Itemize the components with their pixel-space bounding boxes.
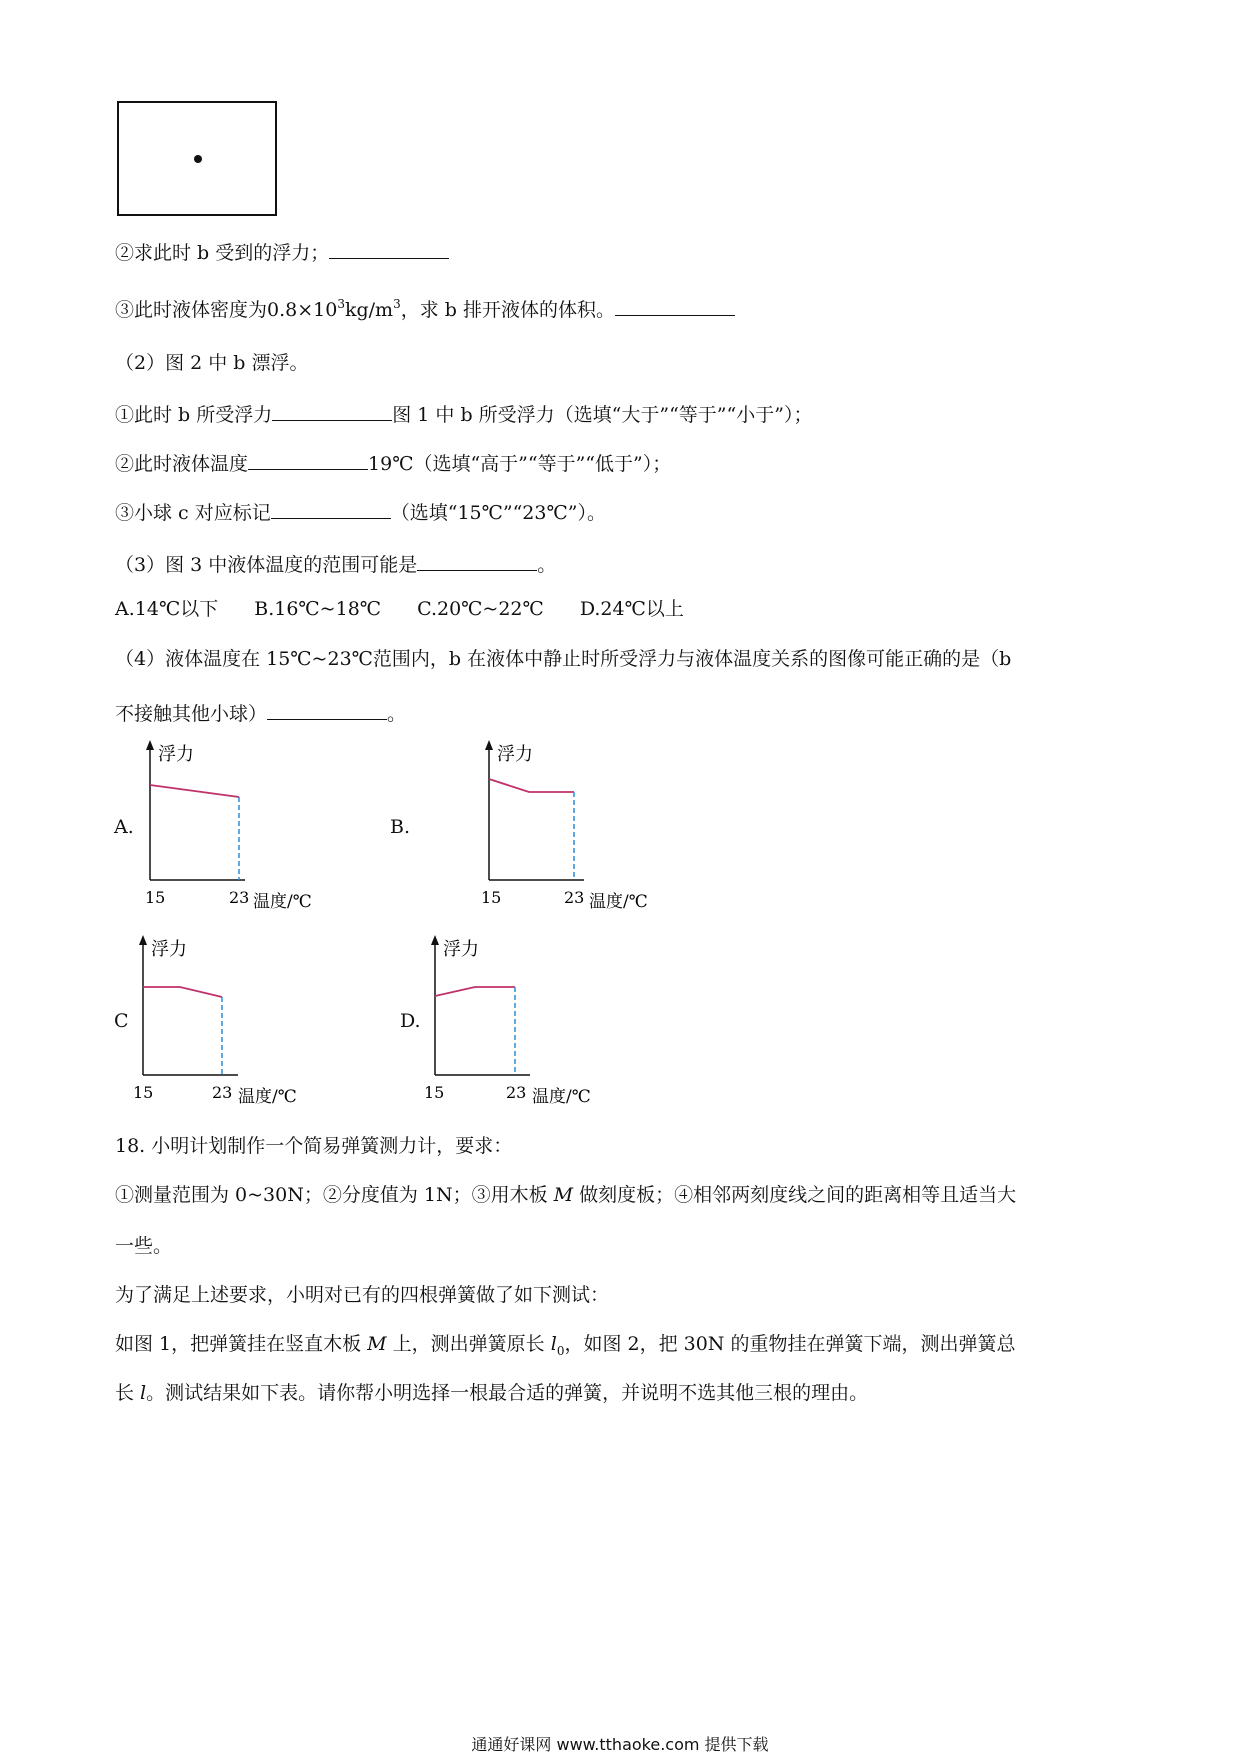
footer: 通通好课网 www.tthaoke.com 提供下载 [471, 1735, 769, 1754]
curve [150, 785, 239, 797]
q18-line-3: 一些。 [115, 1235, 173, 1257]
figure-box [117, 101, 277, 216]
option-a: A.14℃以下 [115, 598, 219, 620]
part-2-2: ②此时液体温度 19℃（选填“高于”“等于”“低于”）； [115, 447, 671, 477]
question-2: ②求此时 b 受到的浮力； [115, 236, 449, 266]
graph-c-label: C [114, 1010, 129, 1032]
answer-blank[interactable] [615, 293, 735, 316]
x-label: 温度/℃ [238, 1087, 297, 1107]
option-c: C.20℃~22℃ [417, 598, 544, 620]
part-3: （3）图 3 中液体温度的范围可能是 。 [115, 548, 556, 578]
graph-a [135, 735, 335, 915]
q18-line-6: 长 l。测试结果如下表。请你帮小明选择一根最合适的弹簧，并说明不选其他三根的理由。 [115, 1382, 869, 1404]
y-arrow-icon [485, 740, 493, 750]
part-2-1: ①此时 b 所受浮力 图 1 中 b 所受浮力（选填“大于”“等于”“小于”）； [115, 398, 812, 428]
x-label: 温度/℃ [253, 892, 312, 912]
x-end: 23 [506, 1083, 527, 1102]
q18-line-1: 18. 小明计划制作一个简易弹簧测力计，要求： [115, 1135, 513, 1157]
x-end: 23 [229, 888, 250, 907]
part-2-heading: （2）图 2 中 b 漂浮。 [115, 352, 309, 374]
option-b: B.16℃~18℃ [254, 598, 382, 620]
x-start: 15 [133, 1083, 154, 1102]
graph-d [420, 930, 620, 1110]
answer-blank[interactable] [417, 548, 537, 571]
x-label: 温度/℃ [532, 1087, 591, 1107]
answer-blank[interactable] [271, 496, 391, 519]
q18-line-4: 为了满足上述要求，小明对已有的四根弹簧做了如下测试： [115, 1284, 610, 1306]
part-4-line-2: 不接触其他小球） 。 [115, 697, 406, 727]
part-3-options [115, 596, 714, 622]
answer-blank[interactable] [267, 697, 387, 720]
graph-d-label: D. [400, 1010, 421, 1032]
y-arrow-icon [146, 740, 154, 750]
answer-blank[interactable] [329, 236, 449, 259]
x-label: 温度/℃ [589, 892, 648, 912]
graph-c [128, 930, 328, 1110]
x-end: 23 [212, 1083, 233, 1102]
ball-dot [194, 155, 202, 163]
y-arrow-icon [431, 935, 439, 945]
graph-b-label: B. [390, 816, 411, 838]
x-end: 23 [564, 888, 585, 907]
q18-line-5: 如图 1，把弹簧挂在竖直木板 M 上，测出弹簧原长 $l_0$，如图 2，把 30N 的重物挂在弹簧下端，测出弹簧总 [115, 1333, 1016, 1358]
y-arrow-icon [139, 935, 147, 945]
curve [143, 987, 222, 997]
curve [435, 987, 515, 996]
q18-line-2: ①测量范围为 0~30N；②分度值为 1N；③用木板 M 做刻度板；④相邻两刻度线之间的距离相等且适当大 [115, 1184, 1017, 1206]
part-2-3: ③小球 c 对应标记 （选填“15℃”“23℃”）。 [115, 496, 606, 526]
graph-b [474, 735, 674, 915]
y-label: 浮力 [497, 744, 533, 765]
y-label: 浮力 [443, 939, 479, 960]
question-3: ③此时液体密度为$0.8\times 10^3kg/m^3$，求 b 排开液体的体积。 [115, 293, 735, 323]
y-label: 浮力 [151, 939, 187, 960]
x-start: 15 [145, 888, 166, 907]
option-d: D.24℃以上 [579, 598, 684, 620]
curve [489, 779, 574, 792]
graph-a-label: A. [114, 816, 134, 838]
x-start: 15 [481, 888, 502, 907]
answer-blank[interactable] [272, 398, 392, 421]
x-start: 15 [424, 1083, 445, 1102]
y-label: 浮力 [158, 744, 194, 765]
answer-blank[interactable] [248, 447, 368, 470]
part-4-line-1: （4）液体温度在 15℃~23℃范围内，b 在液体中静止时所受浮力与液体温度关系的图像可能正确的是（b [115, 648, 1012, 670]
